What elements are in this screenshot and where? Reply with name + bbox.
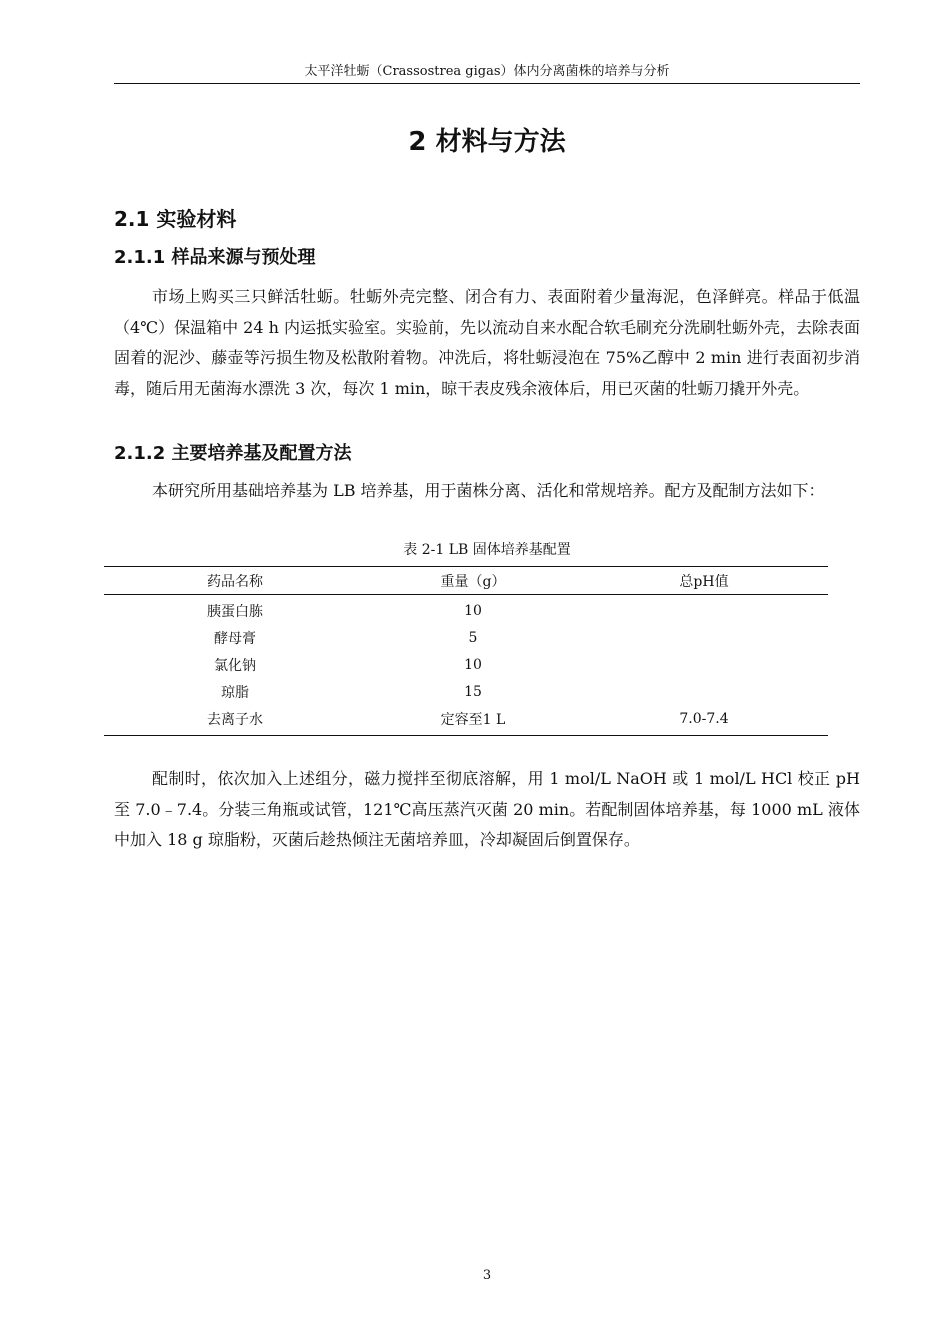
table-cell: 定容至1 L [440,711,506,728]
table-header-cell: 重量（g） [440,573,506,590]
table-cell [580,651,828,678]
paragraph-preparation: 配制时，依次加入上述组分，磁力搅拌至彻底溶解，用 1 mol/L NaOH 或 1 mol/L HCl 校正 pH 至 7.0﹣7.4。分装三角瓶或试管，121℃高压蒸汽灭菌 20 min。若配制固体培养基，每 1000 mL 液体中加入 18 g 琼脂粉，灭菌后趁热倾注无菌培养皿，冷却凝固后倒置保存。 [114,769,860,849]
table-cell [580,678,828,705]
table-cell: 10 [464,602,482,619]
table-cell: 氯化钠 [214,657,256,674]
table-cell: 10 [464,656,482,673]
table-header-cell: 总pH值 [679,573,729,590]
table-caption: 表 2-1 LB 固体培养基配置 [403,542,571,558]
section-heading-2-1: 2.1 实验材料 [114,207,237,231]
section-heading-2-1-2: 2.1.2 主要培养基及配置方法 [114,443,352,464]
table-cell: 琼脂 [221,684,249,701]
table-cell [580,595,828,625]
table-cell: 胰蛋白胨 [207,603,263,620]
table-row [104,651,828,678]
table-cell: 5 [468,629,478,646]
table-row [104,595,828,625]
chapter-title: 2 材料与方法 [408,127,566,157]
table-header-row [104,567,828,595]
page-number: 3 [482,1268,492,1283]
header-rule [114,83,860,84]
paragraph-sample-source: 市场上购买三只鲜活牡蛎。牡蛎外壳完整、闭合有力、表面附着少量海泥，色泽鲜亮。样品于低温（4℃）保温箱中 24 h 内运抵实验室。实验前，先以流动自来水配合软毛刷充分洗刷牡蛎外壳，去除表面固着的泥沙、藤壶等污损生物及松散附着物。冲洗后，将牡蛎浸泡在 75%乙醇中 2 min 进行表面初步消毒，随后用无菌海水漂洗 3 次，每次 1 min，晾干表皮残余液体后，用已灭菌的牡蛎刀撬开外壳。 [114,287,861,398]
table-row [104,678,828,705]
running-header: 太平洋牡蛎（Crassostrea gigas）体内分离菌株的培养与分析 [304,64,670,79]
table-row [104,705,828,736]
table-cell: 15 [464,683,482,700]
table-cell: 去离子水 [207,711,263,728]
table-cell: 酵母膏 [214,630,256,647]
table-cell: 7.0-7.4 [679,710,729,727]
table-row [104,624,828,651]
table-header-cell: 药品名称 [207,573,263,590]
table-cell [580,624,828,651]
paragraph-medium-intro: 本研究所用基础培养基为 LB 培养基，用于菌株分离、活化和常规培养。配方及配制方法如下： [152,481,825,500]
section-heading-2-1-1: 2.1.1 样品来源与预处理 [114,247,316,268]
lb-medium-table [104,566,828,736]
